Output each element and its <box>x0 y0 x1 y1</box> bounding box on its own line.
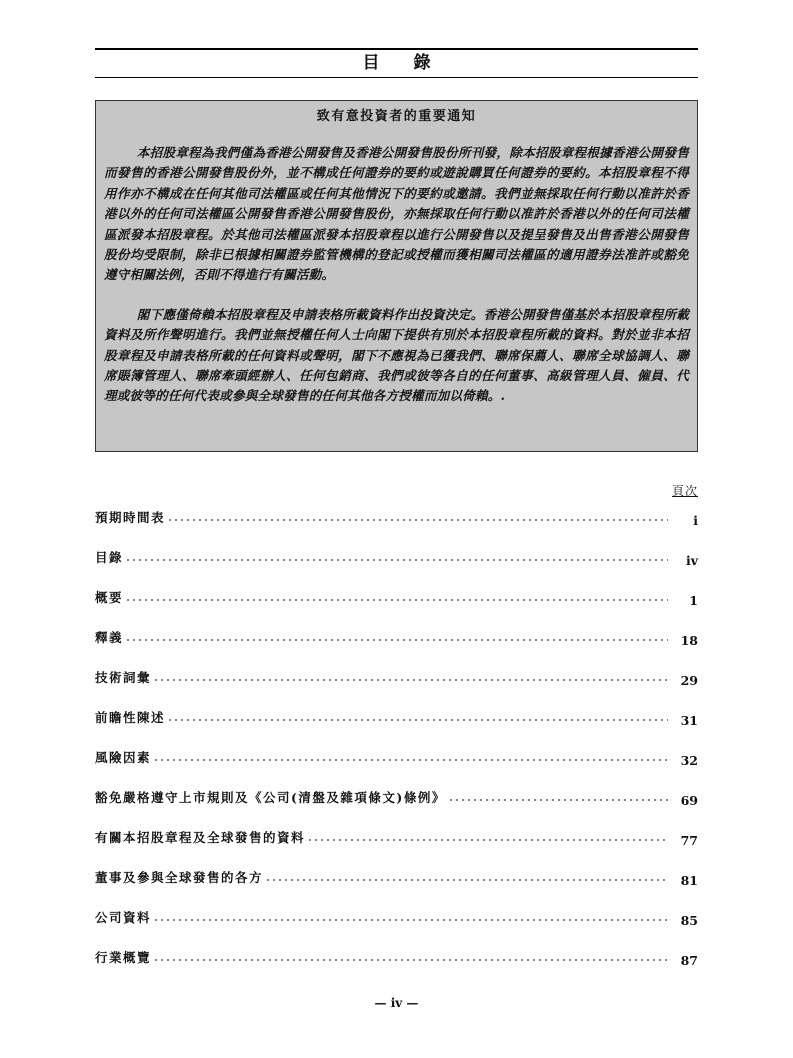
page-number-footer: — iv — <box>374 996 419 1010</box>
toc-entry-industry-overview[interactable] <box>95 938 698 978</box>
important-notice-box <box>95 100 698 452</box>
toc-entry-label: 風險因素 <box>95 750 152 765</box>
toc-entry-label: 釋義 <box>95 630 124 645</box>
dot-leader <box>125 556 668 564</box>
notice-title: 致有意投資者的重要通知 <box>316 109 477 124</box>
toc-entry-page: 31 <box>680 713 698 728</box>
toc-entry-page: 29 <box>680 673 698 688</box>
header-top-rule <box>95 48 698 50</box>
toc-entry-label: 有關本招股章程及全球發售的資料 <box>95 830 306 845</box>
toc-entry-page: 85 <box>680 913 698 928</box>
dot-leader <box>125 636 668 644</box>
dot-leader <box>153 956 668 964</box>
page-title: 目錄 <box>362 53 465 73</box>
notice-paragraph-1: 本招股章程為我們僅為香港公開發售及香港公開發售股份所刊發，除本招股章程根據香港公開發售而發售的香港公開發售股份外，並不構成任何證券的要約或遊說購買任何證券的要約。本招股章程不得用作亦不構成在任何其他司法權區或任何其他情況下的要約或邀請。我們並無採取任何行動以准許於香港以外的任何司法權區公開發售香港公開發售股份，亦無採取任何行動以准許於香港以外的任何司法權區派發本招股章程。於其他司法權區派發本招股章程以進行公開發售以及提呈發售及出售香港公開發售股份均受限制，除非已根據相關證券監管機構的登記或授權而獲相關司法權區的適用證券法准許或豁免遵守相關法例，否則不得進行有關活動。 <box>104 145 689 283</box>
dot-leader <box>448 796 668 804</box>
toc-entry-page: 1 <box>689 593 698 608</box>
dot-leader <box>167 516 668 524</box>
dot-leader <box>265 876 668 884</box>
toc-entry-directors-parties[interactable] <box>95 858 698 898</box>
toc-entry-label: 公司資料 <box>95 910 152 925</box>
dot-leader <box>153 916 668 924</box>
toc-entry-label: 預期時間表 <box>95 510 166 525</box>
dot-leader <box>153 676 668 684</box>
toc-entry-summary[interactable] <box>95 578 698 618</box>
toc-entry-page: 69 <box>680 793 698 808</box>
toc-entry-risk-factors[interactable] <box>95 738 698 778</box>
dot-leader <box>167 716 668 724</box>
toc-entry-forward-looking[interactable] <box>95 698 698 738</box>
header-bottom-rule <box>95 77 698 78</box>
dot-leader <box>307 836 668 844</box>
toc-entry-label: 董事及參與全球發售的各方 <box>95 870 264 885</box>
toc-entry-page: i <box>693 513 698 528</box>
toc-entry-label: 行業概覽 <box>95 950 152 965</box>
toc-entry-label: 概要 <box>95 590 124 605</box>
page-column-header: 頁次 <box>671 484 698 498</box>
toc-entry-definitions[interactable] <box>95 618 698 658</box>
toc-entry-page: 18 <box>680 633 698 648</box>
toc-entry-corporate-info[interactable] <box>95 898 698 938</box>
toc-entry-expected-timetable[interactable] <box>95 498 698 538</box>
toc-entry-page: iv <box>685 553 698 568</box>
toc-entry-waivers[interactable] <box>95 778 698 818</box>
toc-entry-page: 32 <box>680 753 698 768</box>
table-of-contents <box>95 498 698 978</box>
toc-entry-label: 前瞻性陳述 <box>95 710 166 725</box>
toc-entry-page: 77 <box>680 833 698 848</box>
toc-entry-glossary[interactable] <box>95 658 698 698</box>
dot-leader <box>153 756 668 764</box>
toc-entry-label: 豁免嚴格遵守上市規則及《公司(清盤及雜項條文)條例》 <box>95 790 446 805</box>
toc-entry-contents[interactable] <box>95 538 698 578</box>
toc-entry-prospectus-info[interactable] <box>95 818 698 858</box>
toc-entry-label: 目錄 <box>95 550 124 565</box>
toc-entry-page: 87 <box>680 953 698 968</box>
notice-paragraph-2: 閣下應僅倚賴本招股章程及申請表格所載資料作出投資決定。香港公開發售僅基於本招股章程所載資料及所作聲明進行。我們並無授權任何人士向閣下提供有別於本招股章程所載的資料。對於並非本招股章程及申請表格所載的任何資料或聲明，閣下不應視為已獲我們、聯席保薦人、聯席全球協調人、聯席賬簿管理人、聯席牽頭經辦人、任何包銷商、我們或彼等各自的任何董事、高級管理人員、僱員、代理或彼等的任何代表或參與全球發售的任何其他各方授權而加以倚賴。. <box>104 306 689 404</box>
toc-entry-label: 技術詞彙 <box>95 670 152 685</box>
toc-entry-page: 81 <box>680 873 698 888</box>
dot-leader <box>125 596 668 604</box>
